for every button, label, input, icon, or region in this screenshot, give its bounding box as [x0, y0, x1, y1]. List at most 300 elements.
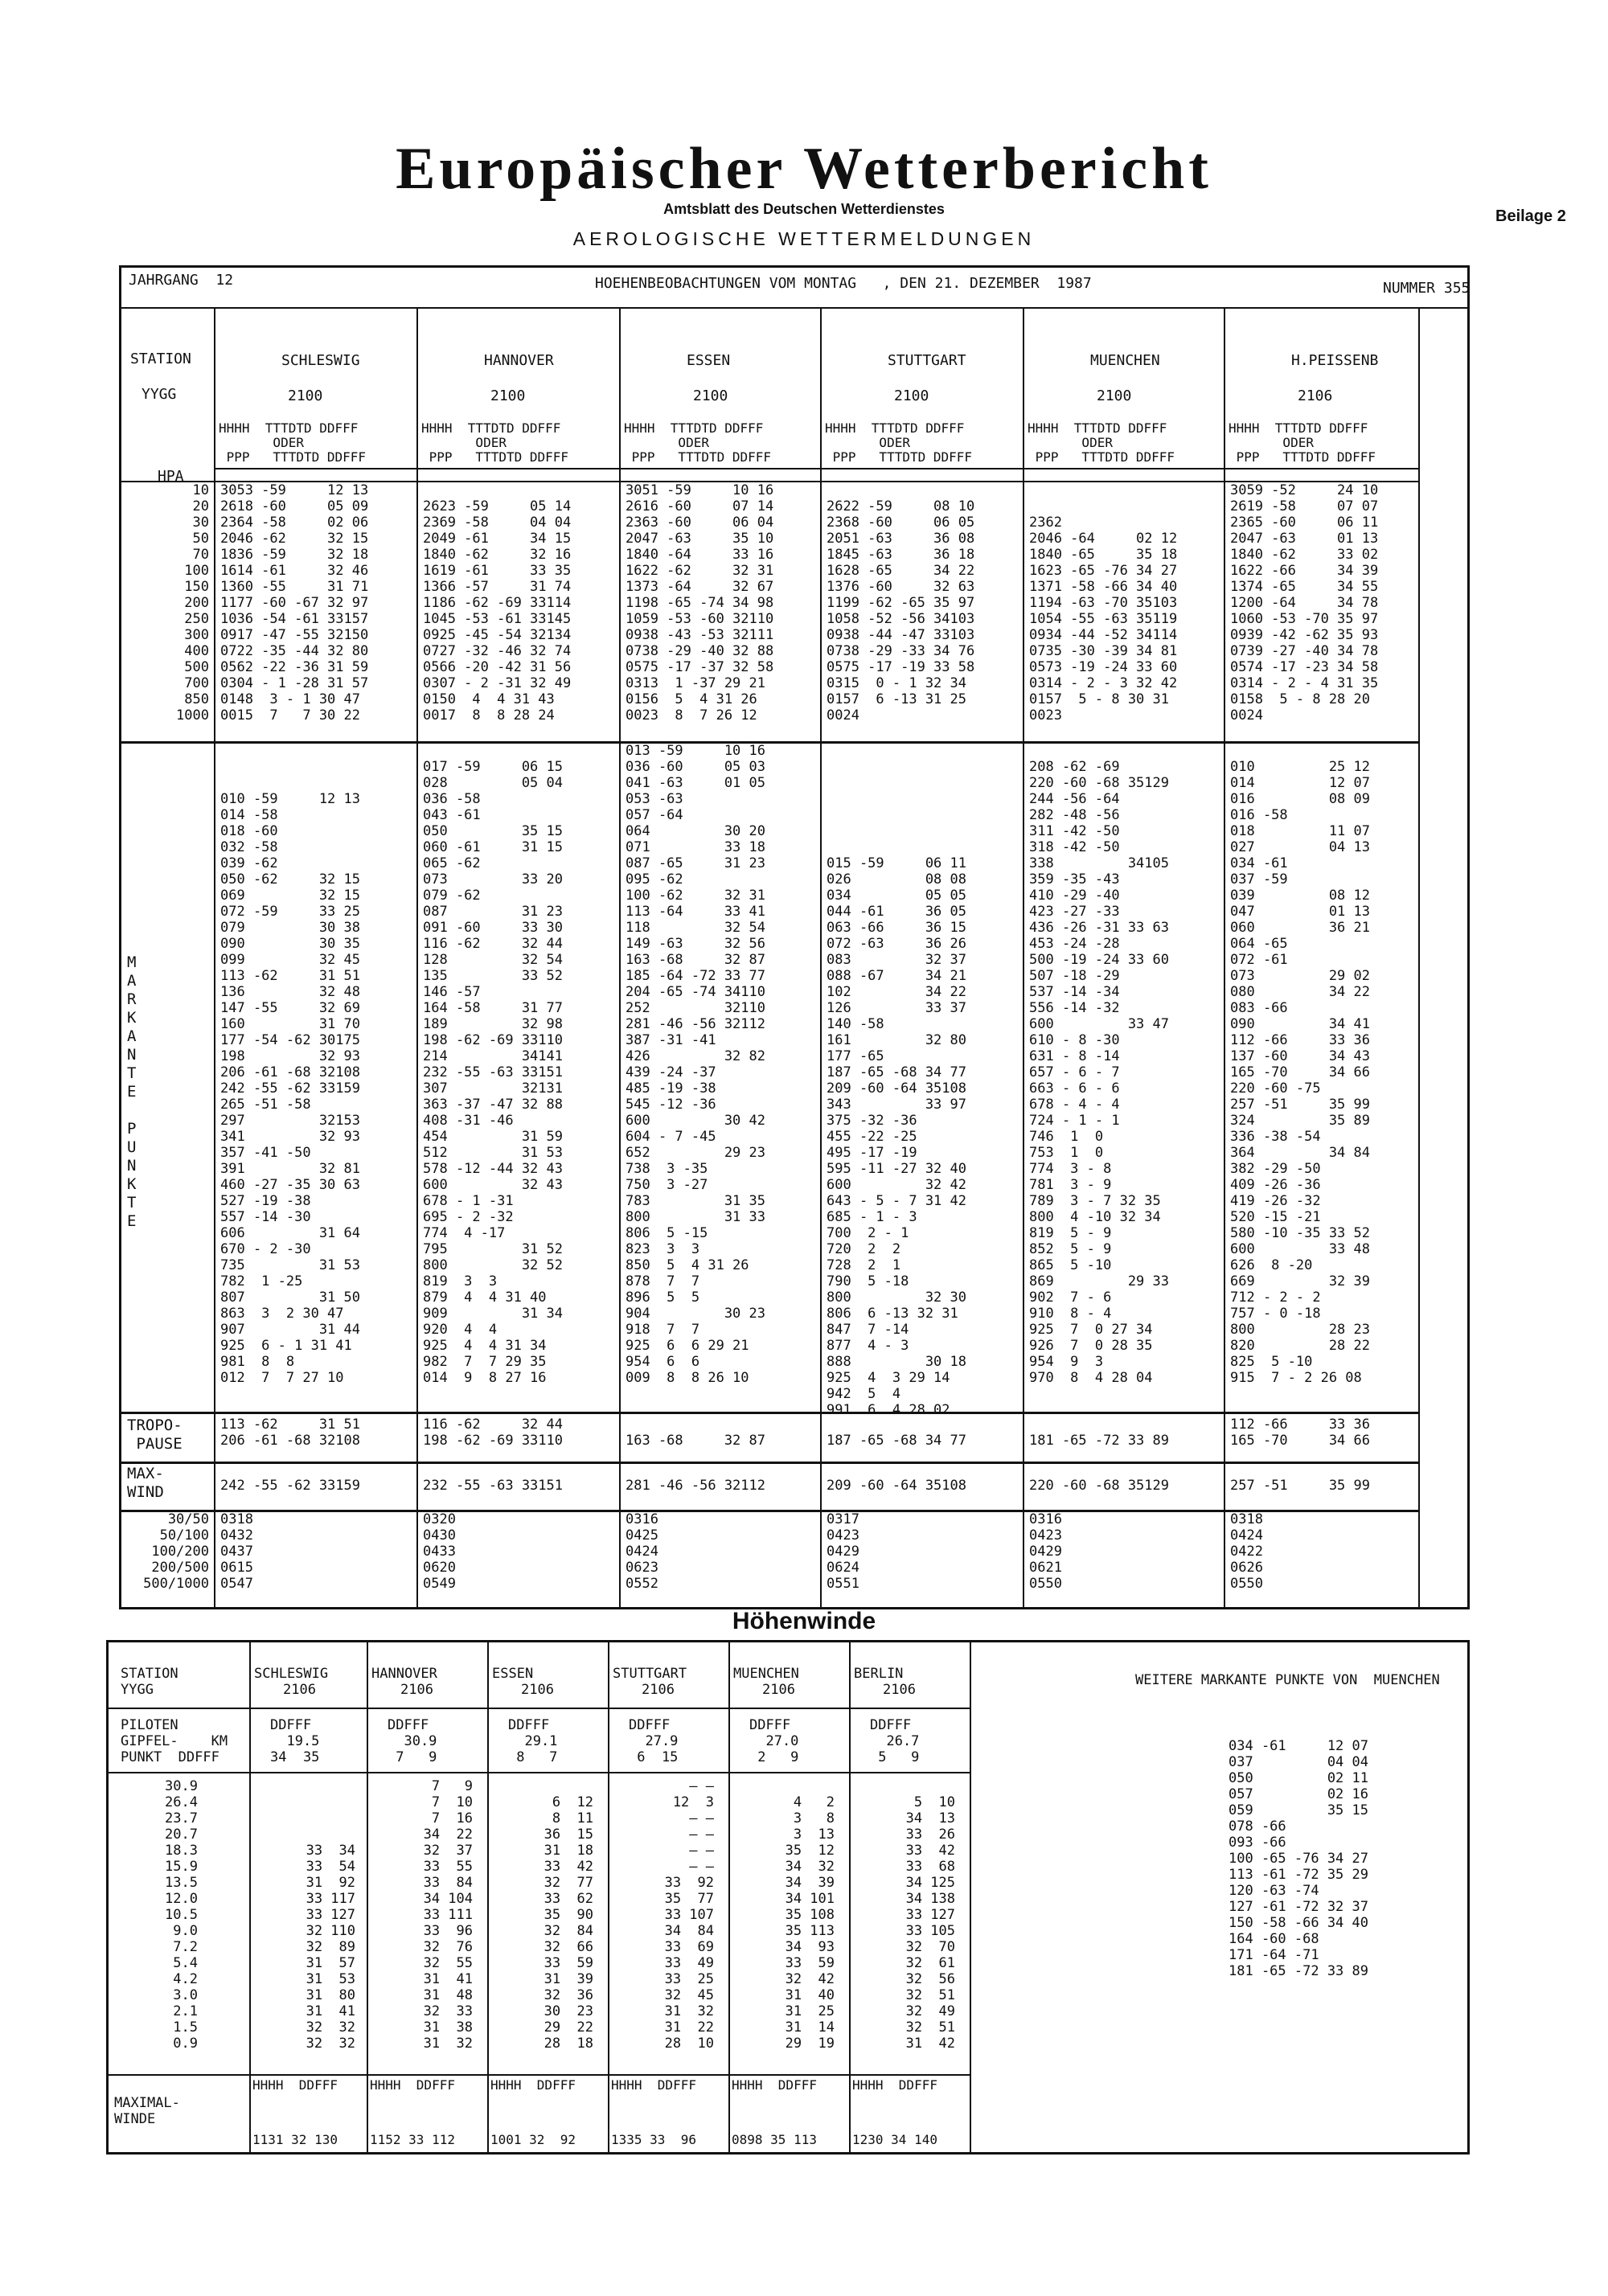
- sig-row: 781 3 - 9: [1029, 1177, 1112, 1193]
- wind-row: 32 84: [544, 1923, 593, 1939]
- level-row: 1045 -53 -61 33145: [423, 611, 572, 627]
- wind-row: 34 138: [905, 1891, 955, 1907]
- level-row: 1840 -64 33 16: [626, 547, 774, 563]
- sig-row: 643 - 5 - 7 31 42: [827, 1193, 966, 1209]
- km-level: 7.2: [173, 1939, 198, 1955]
- shear-row: 0424: [626, 1544, 658, 1560]
- max-wind: [220, 1462, 360, 1494]
- level-row: [423, 482, 571, 498]
- page-title: Europäischer Wetterbericht: [396, 136, 1212, 202]
- sig-row: 265 -51 -58: [220, 1097, 311, 1113]
- wind-row: 3 13: [793, 1827, 835, 1843]
- col-divider: [487, 1640, 489, 2155]
- shear-row: 0621: [1029, 1560, 1062, 1576]
- sig-row: 343 33 97: [827, 1097, 966, 1113]
- station-label: STATION: [130, 351, 191, 367]
- sig-row: 750 3 -27: [626, 1177, 708, 1193]
- sig-row: 757 - 0 -18: [1230, 1306, 1321, 1322]
- column-header: HHHH TTTDTD DDFFF ODER PPP TTTDTD DDFFF: [219, 420, 367, 465]
- wind-row: — —: [689, 1827, 714, 1843]
- col-divider: [1224, 307, 1225, 1609]
- wind-row: 34 13: [905, 1810, 955, 1827]
- level-row: 1186 -62 -69 33114: [423, 595, 572, 611]
- shear-row: 0422: [1230, 1544, 1263, 1560]
- sig-row: 204 -65 -74 34110: [626, 984, 765, 1000]
- wind-row: 31 48: [423, 1987, 473, 2003]
- station-yygg: 2100: [288, 387, 323, 404]
- sig-row: 436 -26 -31 33 63: [1029, 920, 1169, 936]
- level-row: 1036 -54 -61 33157: [220, 611, 369, 627]
- shear-row: 0425: [626, 1527, 658, 1544]
- wind-shear: [423, 1511, 456, 1592]
- sig-row: 087 31 23: [423, 904, 563, 920]
- sig-row: 137 -60 34 43: [1230, 1048, 1370, 1064]
- column-header: HHHH TTTDTD DDFFF ODER PPP TTTDTD DDFFF: [624, 420, 772, 465]
- wind-row: 32 32: [306, 2019, 355, 2036]
- wind-row: 34 32: [785, 1859, 835, 1875]
- station-yygg: 2106: [1298, 387, 1333, 404]
- sig-row: 795 31 52: [423, 1241, 563, 1257]
- sig-row: 146 -57: [423, 984, 481, 1000]
- shear-row: 0620: [423, 1560, 456, 1576]
- wind-row: 31 80: [306, 1987, 355, 2003]
- wind-row: 33 84: [423, 1875, 473, 1891]
- station-yygg: 2100: [1097, 387, 1132, 404]
- sig-row: 455 -22 -25: [827, 1129, 917, 1145]
- sig-row: 187 -65 -68 34 77: [827, 1064, 966, 1080]
- sig-row: 032 -58: [220, 839, 278, 855]
- sig-row: 232 -55 -63 33151: [423, 1064, 563, 1080]
- sig-row: 820 28 22: [1230, 1338, 1370, 1354]
- level-row: 2051 -63 36 08: [827, 531, 975, 547]
- sig-row: 852 5 - 9: [1029, 1241, 1112, 1257]
- wind-row: 33 117: [306, 1891, 355, 1907]
- level-row: 0938 -44 -47 33103: [827, 627, 975, 643]
- maxwind-row: 232 -55 -63 33151: [423, 1478, 563, 1494]
- weitere-row: 127 -61 -72 32 37: [1229, 1899, 1368, 1915]
- sig-row: 113 -62 31 51: [220, 968, 360, 984]
- sig-row: 027 04 13: [1230, 839, 1370, 855]
- pressure-level: 850: [184, 691, 209, 707]
- hw-winds: [738, 1778, 835, 2052]
- level-row: 1623 -65 -76 34 27: [1029, 563, 1178, 579]
- col-divider: [849, 1640, 851, 2155]
- wind-shear: [1230, 1511, 1263, 1592]
- wind-row: 33 96: [423, 1923, 473, 1939]
- sig-row: 208 -62 -69: [1029, 759, 1120, 775]
- level-row: 0157 6 -13 31 25: [827, 691, 966, 707]
- standard-levels: [1230, 482, 1378, 724]
- sig-row: 606 31 64: [220, 1225, 360, 1241]
- station-name: HANNOVER: [484, 352, 554, 369]
- tropo-row: 187 -65 -68 34 77: [827, 1433, 966, 1449]
- sig-row: 242 -55 -62 33159: [220, 1080, 360, 1097]
- wind-row: 31 42: [905, 2036, 955, 2052]
- level-row: 1840 -62 33 02: [1230, 547, 1379, 563]
- km-level: 9.0: [173, 1923, 198, 1939]
- shear-row: 0316: [1029, 1511, 1062, 1527]
- wind-row: 31 41: [306, 2003, 355, 2019]
- level-row: 1622 -66 34 39: [1230, 563, 1379, 579]
- wind-row: 31 32: [423, 2036, 473, 2052]
- sig-row: 869 29 33: [1029, 1273, 1169, 1289]
- tropo-row: 165 -70 34 66: [1230, 1433, 1370, 1449]
- level-row: 0934 -44 -52 34114: [1029, 627, 1178, 643]
- level-row: 1371 -58 -66 34 40: [1029, 579, 1178, 595]
- sig-row: 685 - 1 - 3: [827, 1209, 917, 1225]
- wind-row: 31 32: [664, 2003, 714, 2019]
- weitere-row: 120 -63 -74: [1229, 1883, 1319, 1899]
- sig-row: 257 -51 35 99: [1230, 1097, 1370, 1113]
- max-wind: [423, 1462, 563, 1494]
- wind-row: 33 69: [664, 1939, 714, 1955]
- level-row: 0917 -47 -55 32150: [220, 627, 369, 643]
- wind-row: 7 10: [431, 1794, 473, 1810]
- tropopause: [827, 1417, 966, 1449]
- sig-row: 678 - 4 - 4: [1029, 1097, 1120, 1113]
- pressure-level: 300: [184, 627, 209, 643]
- wind-row: [259, 1810, 355, 1827]
- sig-row: 806 5 -15: [626, 1225, 708, 1241]
- level-row: 1059 -53 -60 32110: [626, 611, 774, 627]
- level-row: 1845 -63 36 18: [827, 547, 975, 563]
- hw-gipfel: DDFFF 29.1 8 7: [508, 1717, 558, 1765]
- pressure-level: 250: [184, 611, 209, 627]
- shear-row: 0623: [626, 1560, 658, 1576]
- sig-row: 088 -67 34 21: [827, 968, 966, 984]
- wind-row: 33 34: [306, 1843, 355, 1859]
- sig-row: 244 -56 -64: [1029, 791, 1120, 807]
- shear-row: 0552: [626, 1576, 658, 1592]
- rule: [119, 1412, 1418, 1414]
- sig-row: 896 5 5: [626, 1289, 700, 1306]
- sig-row: 600 32 43: [423, 1177, 563, 1193]
- level-row: 0024: [827, 707, 859, 724]
- wind-shear: [626, 1511, 658, 1592]
- wind-row: 29 22: [544, 2019, 593, 2036]
- shear-row: 0318: [1230, 1511, 1263, 1527]
- level-row: 2047 -63 35 10: [626, 531, 774, 547]
- level-row: 3051 -59 10 16: [626, 482, 774, 498]
- sig-row: 426 32 82: [626, 1048, 765, 1064]
- sig-row: 072 -63 36 26: [827, 936, 966, 952]
- sig-row: 057 -64: [626, 807, 683, 823]
- sig-row: 083 32 37: [827, 952, 966, 968]
- km-level: 18.3: [165, 1843, 198, 1859]
- wind-row: [497, 1778, 593, 1794]
- km-level: 5.4: [173, 1955, 198, 1971]
- sig-row: 113 -64 33 41: [626, 904, 765, 920]
- sig-row: 060 36 21: [1230, 920, 1370, 936]
- wind-row: 30 23: [544, 2003, 593, 2019]
- shear-row: 0433: [423, 1544, 456, 1560]
- sig-row: 039 08 12: [1230, 888, 1370, 904]
- shear-layer: 200/500: [151, 1560, 209, 1576]
- wind-row: — —: [689, 1810, 714, 1827]
- station-yygg: 2100: [693, 387, 728, 404]
- station-name: STUTTGART: [888, 352, 966, 369]
- sig-row: 823 3 3: [626, 1241, 700, 1257]
- max-wind: [827, 1462, 966, 1494]
- sig-row: 282 -48 -56: [1029, 807, 1120, 823]
- wind-row: 33 59: [544, 1955, 593, 1971]
- sig-row: 790 5 -18: [827, 1273, 909, 1289]
- sig-row: 391 32 81: [220, 1161, 360, 1177]
- level-row: 1614 -61 32 46: [220, 563, 369, 579]
- sig-row: 039 -62: [220, 855, 278, 871]
- max-wind-label: MAX- WIND: [127, 1465, 164, 1501]
- wind-shear: [220, 1511, 253, 1592]
- sig-row: [827, 759, 966, 775]
- sig-row: 925 4 4 31 34: [423, 1338, 547, 1354]
- sig-row: 338 34105: [1029, 855, 1169, 871]
- sig-row: 419 -26 -32: [1230, 1193, 1321, 1209]
- sig-row: 970 8 4 28 04: [1029, 1370, 1153, 1386]
- sig-row: 600 33 47: [1029, 1016, 1169, 1032]
- sig-row: 297 32153: [220, 1113, 360, 1129]
- level-row: 0023 8 7 26 12: [626, 707, 757, 724]
- column-header: HHHH TTTDTD DDFFF ODER PPP TTTDTD DDFFF: [421, 420, 569, 465]
- sig-row: 128 32 54: [423, 952, 563, 968]
- level-row: 0148 3 - 1 30 47: [220, 691, 360, 707]
- wind-row: [259, 1794, 355, 1810]
- weitere-row: 113 -61 -72 35 29: [1229, 1867, 1368, 1883]
- wind-row: 31 25: [785, 2003, 835, 2019]
- sig-row: 712 - 2 - 2: [1230, 1289, 1321, 1306]
- sig-row: 557 -14 -30: [220, 1209, 311, 1225]
- level-row: [1029, 498, 1177, 515]
- weitere-row: 150 -58 -66 34 40: [1229, 1915, 1368, 1931]
- sig-row: 724 - 1 - 1: [1029, 1113, 1120, 1129]
- hpa-label: HPA: [158, 468, 184, 485]
- shear-row: 0437: [220, 1544, 253, 1560]
- level-row: 3059 -52 24 10: [1230, 482, 1379, 498]
- wind-row: 31 57: [306, 1955, 355, 1971]
- col-divider: [970, 1640, 971, 2155]
- col-divider: [214, 307, 215, 1609]
- wind-shear: [1029, 1511, 1062, 1592]
- weitere-row: 034 -61 12 07: [1229, 1738, 1368, 1754]
- rule: [119, 307, 1470, 309]
- level-row: 2364 -58 02 06: [220, 515, 369, 531]
- level-row: 1360 -55 31 71: [220, 579, 369, 595]
- maxwind-row: [827, 1462, 966, 1478]
- wind-row: 33 107: [664, 1907, 714, 1923]
- level-row: 1622 -62 32 31: [626, 563, 774, 579]
- shear-row: 0316: [626, 1511, 658, 1527]
- sig-row: 728 2 1: [827, 1257, 901, 1273]
- sig-row: 341 32 93: [220, 1129, 360, 1145]
- hw-gipfel: DDFFF 27.0 2 9: [749, 1717, 799, 1765]
- sig-row: 100 -62 32 31: [626, 888, 765, 904]
- shear-row: 0626: [1230, 1560, 1263, 1576]
- station-name: SCHLESWIG: [281, 352, 360, 369]
- rule: [106, 1772, 970, 1773]
- level-row: 2049 -61 34 15: [423, 531, 572, 547]
- sig-row: 375 -32 -36: [827, 1113, 917, 1129]
- wind-row: 32 33: [423, 2003, 473, 2019]
- level-row: 2362: [1029, 515, 1062, 531]
- tropo-row: 116 -62 32 44: [423, 1417, 563, 1433]
- sig-row: [220, 743, 360, 759]
- wind-row: 31 41: [423, 1971, 473, 1987]
- sig-row: [827, 823, 966, 839]
- sig-row: [423, 743, 563, 759]
- wind-row: 32 42: [785, 1971, 835, 1987]
- hw-station-name: HANNOVER: [371, 1666, 437, 1682]
- col-divider: [1418, 307, 1420, 1609]
- wind-row: — —: [689, 1843, 714, 1859]
- level-row: 2046 -62 32 15: [220, 531, 369, 547]
- tropopause: [423, 1417, 563, 1449]
- shear-row: 0547: [220, 1576, 253, 1592]
- hw-station-yygg: 2106: [283, 1682, 316, 1698]
- sig-row: 382 -29 -50: [1230, 1161, 1321, 1177]
- sig-row: 080 34 22: [1230, 984, 1370, 1000]
- rule: [106, 1708, 970, 1709]
- wind-row: 32 56: [905, 1971, 955, 1987]
- maxwind-row: [1029, 1462, 1169, 1478]
- col-divider: [1023, 307, 1024, 1609]
- level-row: 2623 -59 05 14: [423, 498, 572, 515]
- shear-row: 0423: [1029, 1527, 1062, 1544]
- level-row: 0738 -29 -33 34 76: [827, 643, 975, 659]
- weitere-row: 059 35 15: [1229, 1802, 1368, 1818]
- shear-layer: 500/1000: [143, 1576, 209, 1592]
- pressure-level: 500: [184, 659, 209, 675]
- station-name: H.PEISSENB: [1291, 352, 1379, 369]
- sig-row: 091 -60 33 30: [423, 920, 563, 936]
- markante-punkte-label: M A R K A N T E P U N K T E: [127, 953, 137, 1230]
- standard-levels: [220, 482, 368, 724]
- km-level: 3.0: [173, 1987, 198, 2003]
- sig-row: [827, 775, 966, 791]
- level-row: 1373 -64 32 67: [626, 579, 774, 595]
- sig-row: [827, 807, 966, 823]
- sig-row: 578 -12 -44 32 43: [423, 1161, 563, 1177]
- sig-row: 016 -58: [1230, 807, 1288, 823]
- shear-row: 0317: [827, 1511, 859, 1527]
- km-level: 10.5: [165, 1907, 198, 1923]
- col-divider: [416, 307, 418, 1609]
- level-row: 0566 -20 -42 31 56: [423, 659, 572, 675]
- tropo-row: 163 -68 32 87: [626, 1433, 765, 1449]
- wind-row: 34 101: [785, 1891, 835, 1907]
- wind-row: 33 59: [785, 1955, 835, 1971]
- sig-row: 877 4 - 3: [827, 1338, 909, 1354]
- pressure-level: 700: [184, 675, 209, 691]
- wind-row: 32 51: [905, 1987, 955, 2003]
- rule: [119, 1510, 1418, 1512]
- hoehenwinde-title: Höhenwinde: [732, 1608, 876, 1634]
- beilage-label: Beilage 2: [1495, 207, 1566, 225]
- sig-row: 071 33 18: [626, 839, 765, 855]
- pressure-level: 150: [184, 579, 209, 595]
- level-row: 2369 -58 04 04: [423, 515, 572, 531]
- km-level: 0.9: [173, 2036, 198, 2052]
- wind-row: 8 11: [552, 1810, 593, 1827]
- sig-row: 073 29 02: [1230, 968, 1370, 984]
- sig-row: 700 2 - 1: [827, 1225, 909, 1241]
- sig-row: 439 -24 -37: [626, 1064, 716, 1080]
- sig-row: 102 34 22: [827, 984, 966, 1000]
- wind-row: 33 26: [905, 1827, 955, 1843]
- sig-row: 735 31 53: [220, 1257, 360, 1273]
- sig-row: 800 31 33: [626, 1209, 765, 1225]
- sig-row: 902 7 - 6: [1029, 1289, 1112, 1306]
- sig-row: 408 -31 -46: [423, 1113, 514, 1129]
- km-level: 26.4: [165, 1794, 198, 1810]
- sig-row: 136 32 48: [220, 984, 360, 1000]
- sig-row: 009 8 8 26 10: [626, 1370, 749, 1386]
- station-yygg: 2100: [894, 387, 929, 404]
- wind-row: 34 22: [423, 1827, 473, 1843]
- wind-row: 35 108: [785, 1907, 835, 1923]
- sig-row: 657 - 6 - 7: [1029, 1064, 1120, 1080]
- sig-row: 149 -63 32 56: [626, 936, 765, 952]
- sig-row: 010 25 12: [1230, 759, 1370, 775]
- sig-row: 047 01 13: [1230, 904, 1370, 920]
- level-row: [827, 482, 974, 498]
- sig-row: 954 6 6: [626, 1354, 700, 1370]
- sig-row: 652 29 23: [626, 1145, 765, 1161]
- sig-row: 034 -61: [1230, 855, 1288, 871]
- weitere-row: 050 02 11: [1229, 1770, 1368, 1786]
- sig-row: 806 6 -13 32 31: [827, 1306, 958, 1322]
- level-row: [1029, 482, 1177, 498]
- significant-levels: [1029, 743, 1169, 1386]
- maxwind-row: 257 -51 35 99: [1230, 1478, 1370, 1494]
- wind-row: 34 84: [664, 1923, 714, 1939]
- wind-row: 33 25: [664, 1971, 714, 1987]
- weitere-punkte-list: [1229, 1738, 1368, 1979]
- shear-row: 0615: [220, 1560, 253, 1576]
- tropo-row: [827, 1417, 966, 1433]
- maxwind-row: [220, 1462, 360, 1478]
- col-divider: [608, 1640, 609, 2155]
- standard-levels: [827, 482, 974, 724]
- wind-row: 33 42: [544, 1859, 593, 1875]
- hw-max-value: 1335 33 96: [611, 2132, 696, 2147]
- sig-row: 850 5 4 31 26: [626, 1257, 749, 1273]
- sig-row: 090 34 41: [1230, 1016, 1370, 1032]
- sig-row: 014 9 8 27 16: [423, 1370, 547, 1386]
- standard-levels: [1029, 482, 1177, 724]
- wind-row: 31 14: [785, 2019, 835, 2036]
- sig-row: 036 -60 05 03: [626, 759, 765, 775]
- level-row: 1619 -61 33 35: [423, 563, 572, 579]
- sig-row: 537 -14 -34: [1029, 984, 1120, 1000]
- sig-row: 888 30 18: [827, 1354, 966, 1370]
- wind-row: 7 16: [431, 1810, 473, 1827]
- hw-max-header: HHHH DDFFF: [611, 2077, 696, 2093]
- sig-row: 865 5 -10: [1029, 1257, 1112, 1273]
- pressure-level: 100: [184, 563, 209, 579]
- sig-row: 409 -26 -36: [1230, 1177, 1321, 1193]
- sig-row: 050 -62 32 15: [220, 871, 360, 888]
- hw-piloten-label: PILOTEN GIPFEL- KM PUNKT DDFFF: [121, 1717, 228, 1765]
- weitere-row: 181 -65 -72 33 89: [1229, 1963, 1368, 1979]
- weitere-row: 100 -65 -76 34 27: [1229, 1851, 1368, 1867]
- hw-gipfel: DDFFF 26.7 5 9: [870, 1717, 920, 1765]
- level-row: 0938 -43 -53 32111: [626, 627, 774, 643]
- level-row: 2368 -60 06 05: [827, 515, 975, 531]
- level-row: 0575 -17 -37 32 58: [626, 659, 774, 675]
- wind-row: 32 32: [306, 2036, 355, 2052]
- sig-row: 925 6 6 29 21: [626, 1338, 749, 1354]
- sig-row: 819 3 3: [423, 1273, 498, 1289]
- km-level: 15.9: [165, 1859, 198, 1875]
